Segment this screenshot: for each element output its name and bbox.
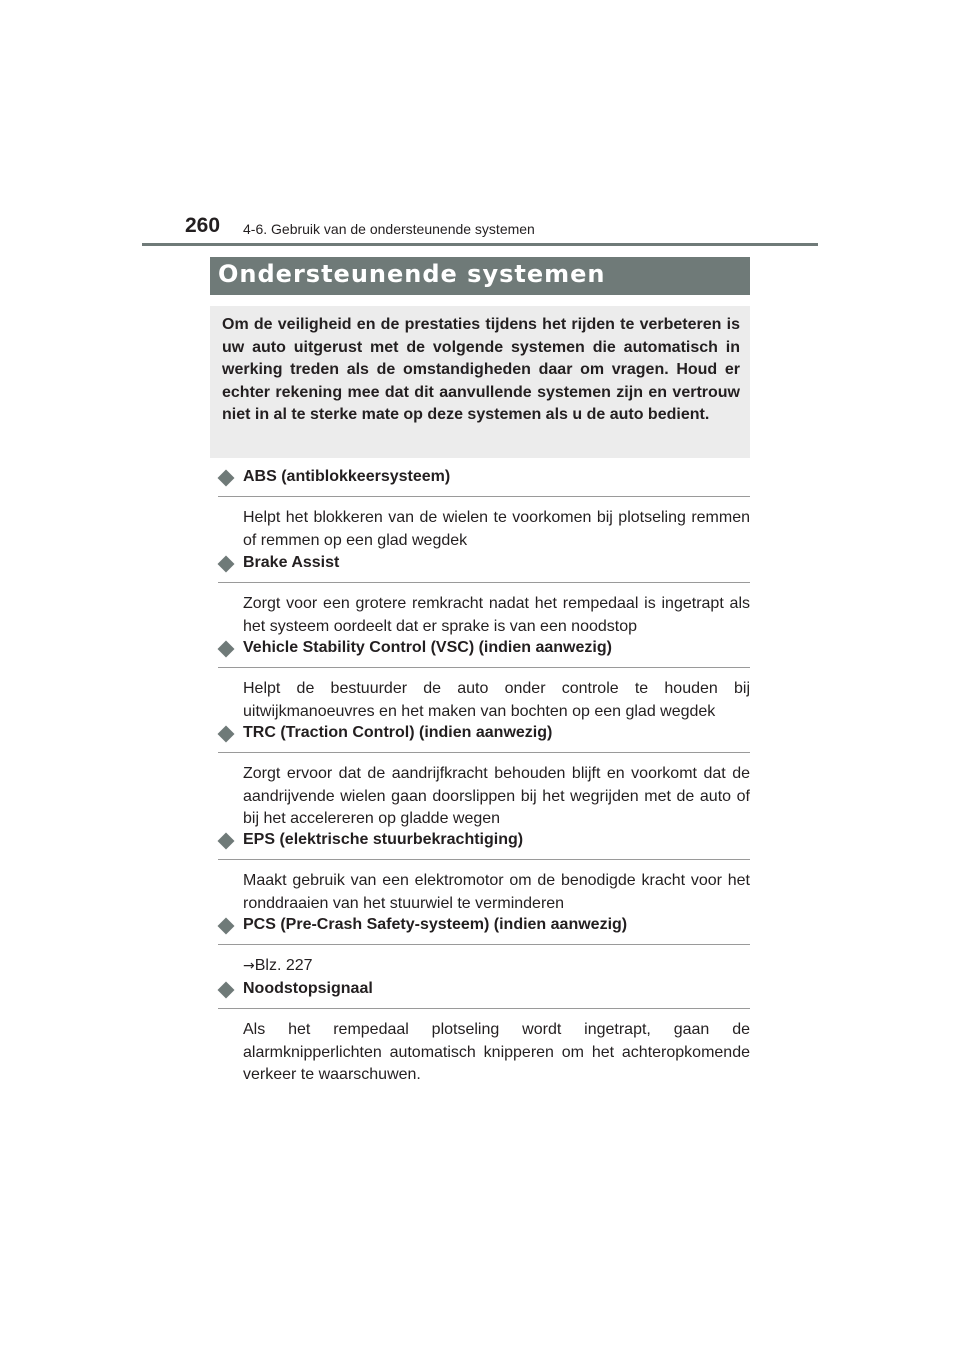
diamond-bullet-icon [218, 918, 235, 935]
item-title: Vehicle Stability Control (VSC) (indien aanwezig) [243, 639, 612, 656]
diamond-bullet-icon [218, 982, 235, 999]
page-reference-text: Blz. 227 [254, 957, 313, 974]
item-title: PCS (Pre-Crash Safety-systeem) (indien aanwezig) [243, 916, 628, 933]
section-title-bar [210, 257, 750, 295]
item-body: Maakt gebruik van een elektromotor om de benodigde kracht voor het ronddraaien van het stuurwiel te verminderen [243, 872, 750, 912]
item-heading [218, 833, 750, 860]
page-reference[interactable] [243, 955, 750, 978]
item-body: Zorgt ervoor dat de aandrijfkracht behouden blijft en voorkomt dat de aandrijvende wielen gaan doorslippen bij het wegrijden met de auto of bij het accelereren op gladde wegen [243, 765, 750, 828]
list-item-eps [218, 833, 750, 915]
item-heading [218, 918, 750, 945]
item-title: Noodstopsignaal [243, 980, 373, 997]
list-item-noodstopsignaal [218, 982, 750, 1087]
page-number: 260 [185, 214, 221, 237]
item-body: Helpt het blokkeren van de wielen te voorkomen bij plotseling remmen of remmen op een glad wegdek [243, 509, 750, 549]
arrow-right-icon: → [243, 958, 255, 974]
item-heading [218, 982, 750, 1009]
list-item-brake-assist [218, 556, 750, 638]
item-heading [218, 556, 750, 583]
diamond-bullet-icon [218, 556, 235, 573]
intro-box [210, 306, 750, 458]
item-heading [218, 641, 750, 668]
list-item-trc [218, 726, 750, 831]
diamond-bullet-icon [218, 641, 235, 658]
item-body: Helpt de bestuurder de auto onder controle te houden bij uitwijkmanoeuvres en het maken van bochten op een glad wegdek [243, 680, 750, 720]
list-item-pcs [218, 918, 750, 978]
diamond-bullet-icon [218, 833, 235, 850]
item-heading [218, 726, 750, 753]
section-path: 4-6. Gebruik van de ondersteunende systemen [243, 221, 535, 237]
section-title: Ondersteunende systemen [218, 260, 606, 288]
intro-text: Om de veiligheid en de prestaties tijdens het rijden te verbeteren is uw auto uitgerust met de volgende systemen die automatisch in werking treden als de omstandigheden daar om vragen. Houd er echter rekening mee dat dit aanvullende systemen zijn en vertrouw niet in al te sterke mate op deze systemen als u de auto bedient. [222, 316, 740, 424]
item-title: TRC (Traction Control) (indien aanwezig) [243, 724, 553, 741]
item-title: EPS (elektrische stuurbekrachtiging) [243, 831, 524, 848]
header-rule [142, 243, 818, 246]
list-item-vsc [218, 641, 750, 723]
item-title: ABS (antiblokkeersysteem) [243, 468, 451, 485]
item-heading [218, 470, 750, 497]
item-body: Zorgt voor een grotere remkracht nadat het rempedaal is ingetrapt als het systeem oordeelt dat er sprake is van een noodstop [243, 595, 750, 635]
item-title: Brake Assist [243, 554, 340, 571]
item-body: Als het rempedaal plotseling wordt ingetrapt, gaan de alarmknipperlichten automatisch knipperen om het achteropkomende verkeer te waarschuwen. [243, 1021, 750, 1084]
diamond-bullet-icon [218, 470, 235, 487]
diamond-bullet-icon [218, 726, 235, 743]
list-item-abs [218, 470, 750, 552]
